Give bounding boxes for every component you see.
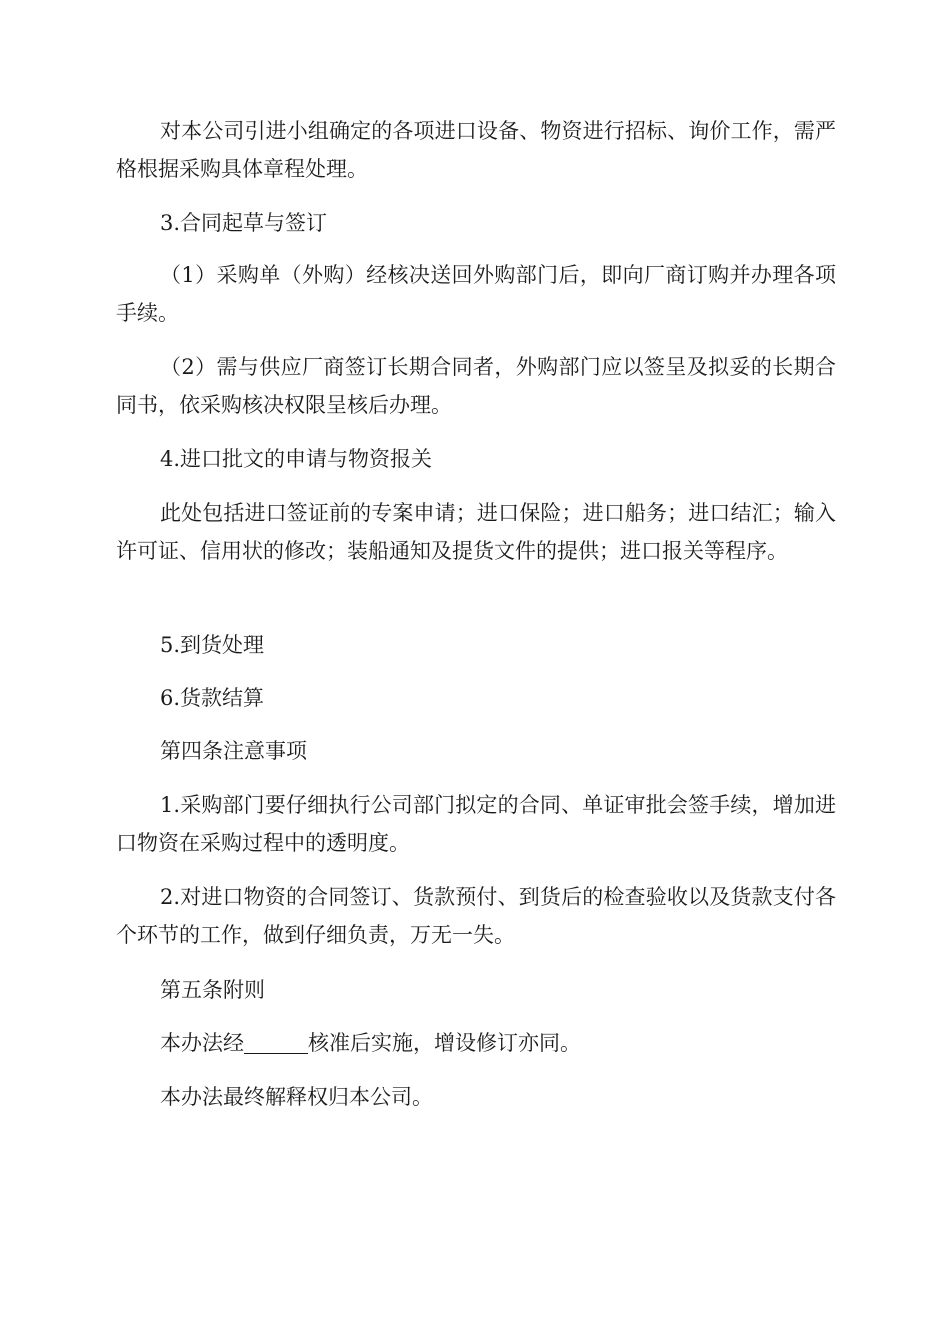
approval-prefix: 本办法经 (160, 1031, 244, 1055)
heading-article-five: 第五条附则 (160, 978, 265, 1002)
paragraph-import-procedures: 此处包括进口签证前的专案申请；进口保险；进口船务；进口结汇；输入许可证、信用状的修改；装船通知及提货文件的提供；进口报关等程序。 (116, 501, 836, 563)
paragraph-notice-item-2: 2.对进口物资的合同签订、货款预付、到货后的检查验收以及货款支付各个环节的工作，做到仔细负责，万无一失。 (116, 885, 836, 947)
heading-contract-drafting: 3.合同起草与签订 (160, 211, 328, 235)
approval-suffix: 核准后实施，增设修订亦同。 (308, 1031, 581, 1055)
paragraph-contract-item-2: （2）需与供应厂商签订长期合同者，外购部门应以签呈及拟妥的长期合同书，依采购核决权限呈核后办理。 (116, 355, 836, 417)
paragraph-tender-inquiry: 对本公司引进小组确定的各项进口设备、物资进行招标、询价工作，需严格根据采购具体章程处理。 (116, 119, 836, 181)
paragraph-contract-item-1: （1）采购单（外购）经核决送回外购部门后，即向厂商订购并办理各项手续。 (116, 263, 836, 325)
paragraph-approval (116, 1024, 836, 1062)
heading-import-approval: 4.进口批文的申请与物资报关 (160, 447, 433, 471)
approval-blank-line (244, 1031, 308, 1054)
heading-payment-settlement: 6.货款结算 (160, 686, 265, 710)
paragraph-final-interpretation: 本办法最终解释权归本公司。 (160, 1085, 433, 1109)
paragraph-notice-item-1: 1.采购部门要仔细执行公司部门拟定的合同、单证审批会签手续，增加进口物资在采购过程中的透明度。 (116, 793, 836, 855)
heading-article-four: 第四条注意事项 (160, 739, 307, 763)
heading-arrival-handling: 5.到货处理 (160, 633, 265, 657)
